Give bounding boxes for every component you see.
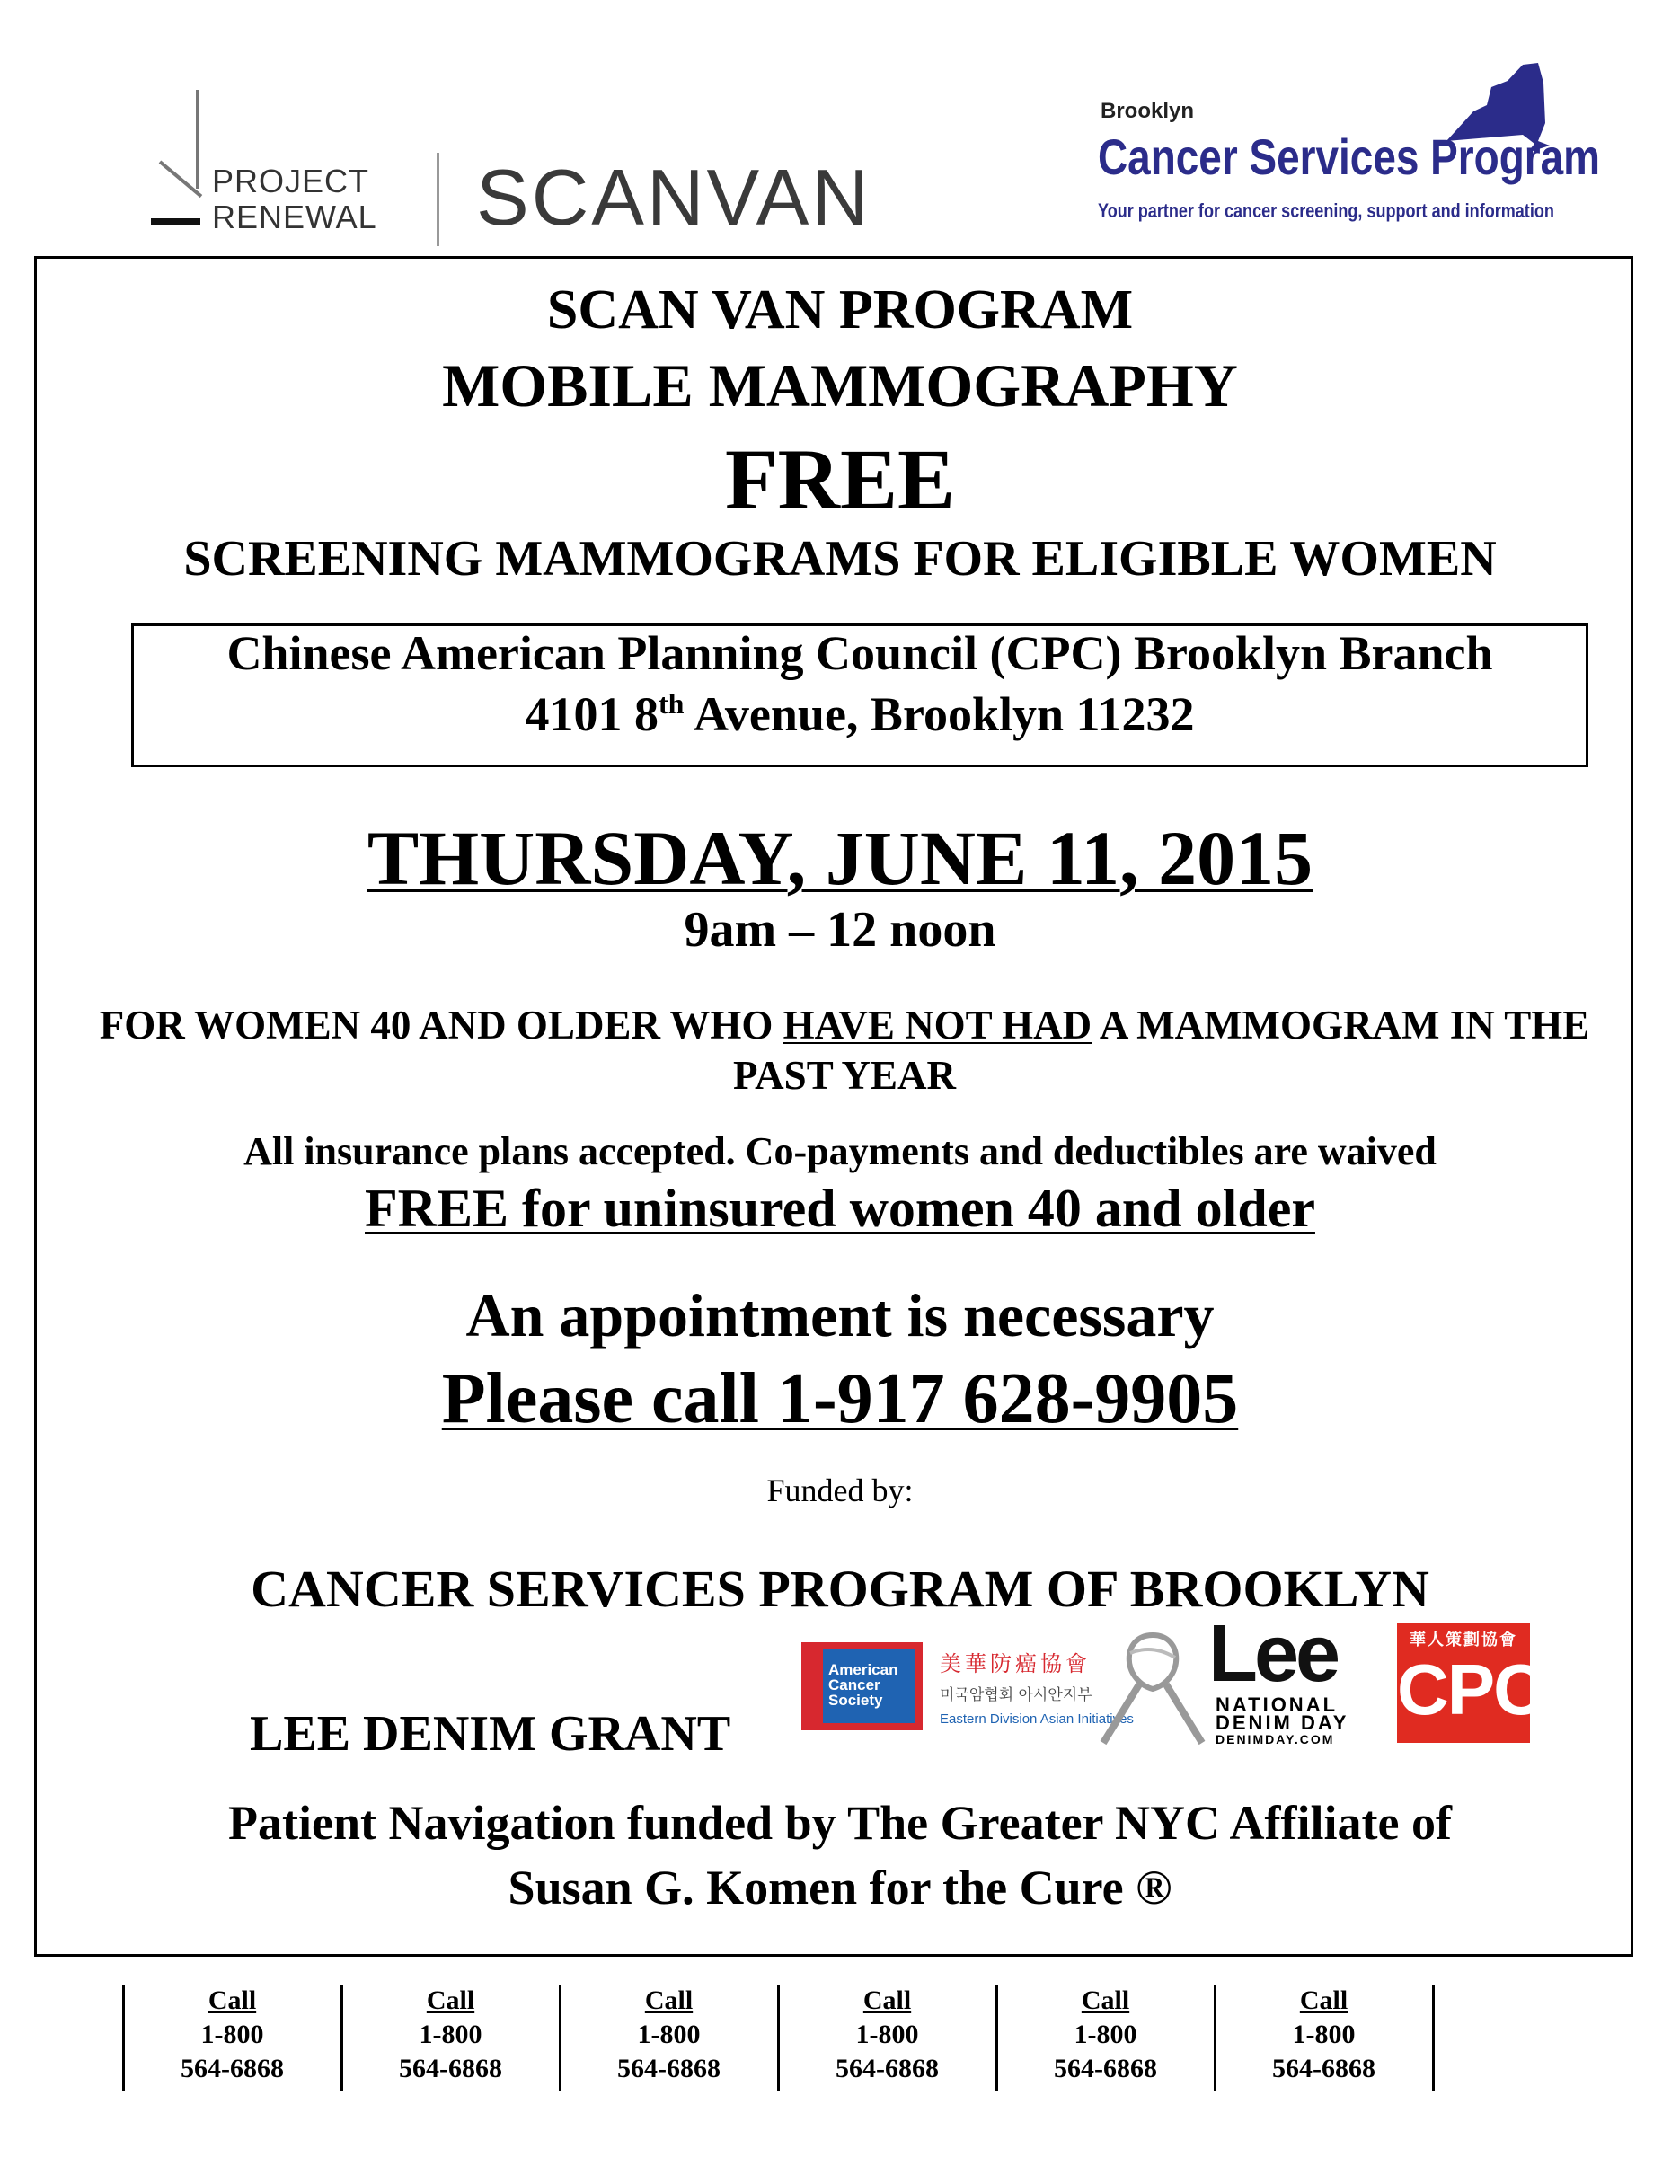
eligibility-pre: FOR WOMEN 40 AND OLDER WHO xyxy=(99,1003,783,1048)
program-title: SCAN VAN PROGRAM xyxy=(546,279,1134,340)
tear-off-number: 564-6868 xyxy=(836,2054,939,2083)
venue-address xyxy=(131,686,1588,742)
american-cancer-society-logo xyxy=(801,1642,923,1730)
program-subtitle: MOBILE MAMMOGRAPHY xyxy=(442,351,1238,420)
project-renewal-logo-mark xyxy=(196,90,199,189)
eligibility-emphasis: HAVE NOT HAD xyxy=(783,1003,1092,1048)
eligibility-post: A MAMMOGRAM IN THE PAST YEAR xyxy=(733,1003,1590,1098)
funder-csp-brooklyn: CANCER SERVICES PROGRAM OF BROOKLYN xyxy=(251,1560,1429,1618)
tear-off-prefix: 1-800 xyxy=(200,2020,264,2049)
lee-denim-day-text: DENIM DAY xyxy=(1216,1711,1349,1734)
tear-off-tab xyxy=(560,1985,778,2091)
tear-off-tab xyxy=(778,1985,996,2091)
free-headline: FREE xyxy=(724,431,956,527)
csp-title: Cancer Services Program xyxy=(1098,128,1601,185)
tear-off-call: Call xyxy=(426,1985,475,2015)
navigation-line1: Patient Navigation funded by The Greater NYC Affiliate of xyxy=(228,1796,1452,1850)
tear-off-tab xyxy=(1215,1985,1433,2091)
acs-korean-text: 미국암협회 아시안지부 xyxy=(940,1686,1092,1704)
patient-navigation-note xyxy=(0,1791,1680,1920)
venue-address-number: 4101 8 xyxy=(525,687,659,741)
tear-off-number: 564-6868 xyxy=(1272,2054,1375,2083)
tear-off-tab xyxy=(341,1985,560,2091)
venue-address-rest: Avenue, Brooklyn 11232 xyxy=(684,687,1195,741)
tear-off-tab xyxy=(123,1985,341,2091)
awareness-ribbon-icon xyxy=(1085,1617,1220,1752)
tear-off-call: Call xyxy=(862,1985,912,2015)
appointment-note: An appointment is necessary xyxy=(465,1281,1215,1349)
acs-division-text: Eastern Division Asian Initiatives xyxy=(940,1711,1134,1727)
logo-divider xyxy=(437,153,439,246)
tear-off-call: Call xyxy=(1081,1985,1130,2015)
funder-lee-denim: LEE DENIM GRANT xyxy=(250,1706,731,1762)
tear-off-number: 564-6868 xyxy=(1054,2054,1157,2083)
tear-off-prefix: 1-800 xyxy=(419,2020,482,2049)
tear-off-call: Call xyxy=(1299,1985,1348,2015)
tear-off-call: Call xyxy=(208,1985,257,2015)
lee-national-text: NATIONAL xyxy=(1216,1693,1339,1716)
tear-off-prefix: 1-800 xyxy=(1074,2020,1137,2049)
tear-off-prefix: 1-800 xyxy=(1292,2020,1356,2049)
lee-website-text: DENIMDAY.COM xyxy=(1216,1732,1335,1746)
funded-by-label: Funded by: xyxy=(766,1472,914,1508)
csp-brooklyn-label: Brooklyn xyxy=(1101,99,1195,123)
tear-off-call: Call xyxy=(644,1985,694,2015)
cpc-logo-word: CPC xyxy=(1397,1649,1543,1729)
venue-name: Chinese American Planning Council (CPC) Brooklyn Branch xyxy=(226,626,1493,680)
lee-logo: Lee xyxy=(1208,1609,1338,1699)
acs-logo-text: American Cancer Society xyxy=(828,1661,898,1709)
tear-off-prefix: 1-800 xyxy=(637,2020,701,2049)
scanvan-logo-text: SCANVAN xyxy=(476,153,871,242)
tear-off-number: 564-6868 xyxy=(399,2054,502,2083)
event-time: 9am – 12 noon xyxy=(684,902,996,958)
project-renewal-line1: PROJECT xyxy=(212,163,370,199)
screening-headline: SCREENING MAMMOGRAMS FOR ELIGIBLE WOMEN xyxy=(183,531,1497,587)
eligibility-text xyxy=(81,1000,1608,1101)
navigation-line2: Susan G. Komen for the Cure ® xyxy=(508,1861,1172,1914)
csp-tagline: Your partner for cancer screening, support and information xyxy=(1098,199,1554,222)
uninsured-note: FREE for uninsured women 40 and older xyxy=(365,1179,1315,1238)
tear-off-number: 564-6868 xyxy=(181,2054,284,2083)
project-renewal-logo-bar xyxy=(151,218,200,225)
cpc-chinese-text: 華人策劃協會 xyxy=(1410,1631,1517,1649)
cpc-logo xyxy=(1397,1623,1543,1743)
event-date: THURSDAY, JUNE 11, 2015 xyxy=(367,815,1313,901)
insurance-note: All insurance plans accepted. Co-payments and deductibles are waived xyxy=(243,1129,1437,1173)
tear-off-prefix: 1-800 xyxy=(855,2020,919,2049)
tear-off-tab xyxy=(996,1985,1215,2091)
phone-number: Please call 1-917 628-9905 xyxy=(441,1359,1239,1438)
acs-chinese-text: 美華防癌協會 xyxy=(940,1651,1091,1676)
venue-address-ordinal: th xyxy=(658,687,685,720)
project-renewal-line2: RENEWAL xyxy=(212,199,377,235)
tear-off-number: 564-6868 xyxy=(617,2054,721,2083)
